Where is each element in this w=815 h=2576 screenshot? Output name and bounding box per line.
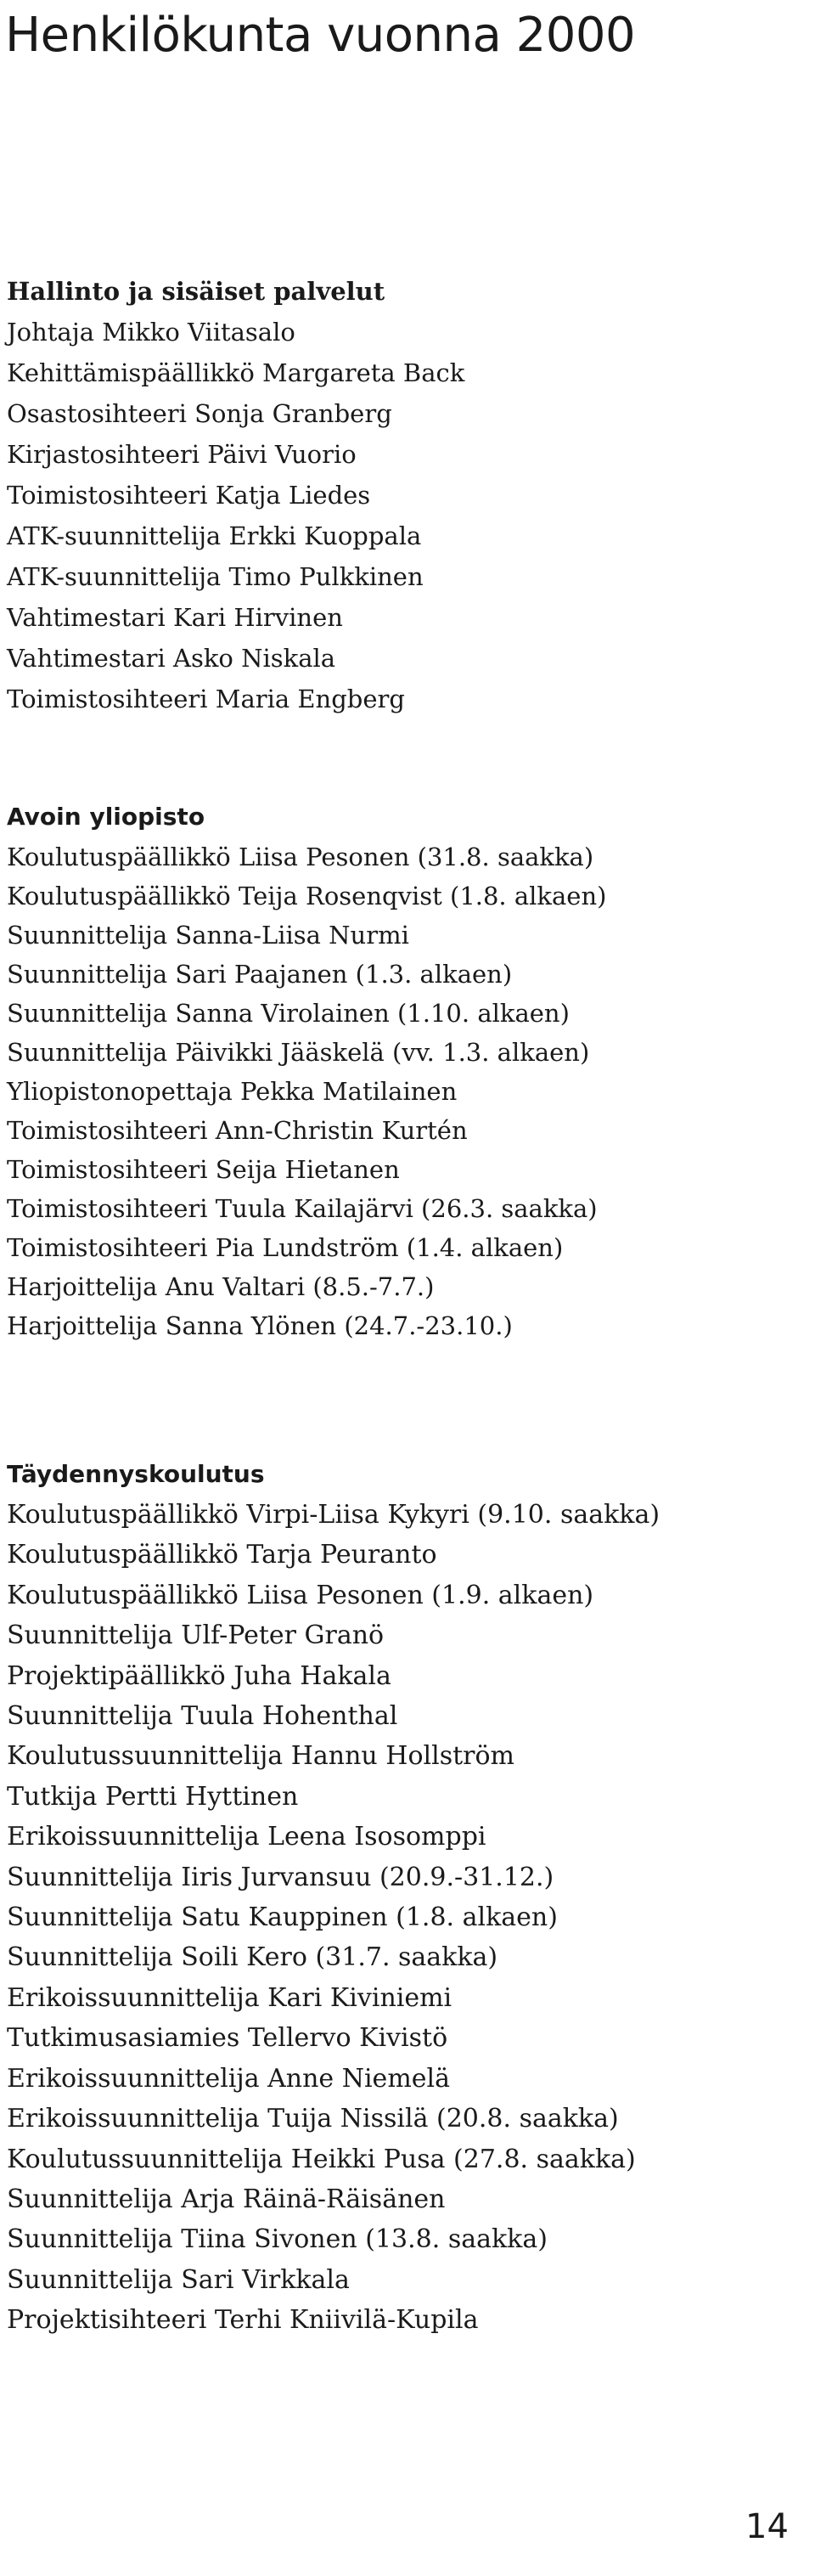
staff-entry: Suunnittelija Arja Räinä-Räisänen: [7, 2184, 446, 2214]
staff-entry: Osastosihteeri Sonja Granberg: [7, 399, 392, 428]
staff-entry: Toimistosihteeri Maria Engberg: [7, 685, 405, 713]
staff-entry: Suunnittelija Sari Virkkala: [7, 2264, 350, 2295]
staff-entry: Harjoittelija Sanna Ylönen (24.7.-23.10.): [7, 1311, 513, 1340]
staff-entry: Yliopistonopettaja Pekka Matilainen: [7, 1077, 458, 1106]
staff-entry: Tutkimusasiamies Tellervo Kivistö: [7, 2023, 448, 2054]
staff-entry: Erikoissuunnittelija Anne Niemelä: [7, 2063, 450, 2094]
staff-list: [7, 837, 606, 1345]
staff-entry: Toimistosihteeri Seija Hietanen: [7, 1155, 400, 1184]
staff-entry: Suunnittelija Iiris Jurvansuu (20.9.-31.12.): [7, 1862, 554, 1892]
staff-entry: Suunnittelija Sari Paajanen (1.3. alkaen): [7, 960, 513, 989]
staff-entry: Kirjastosihteeri Päivi Vuorio: [7, 440, 357, 469]
staff-entry: Koulutuspäällikkö Tarja Peuranto: [7, 1540, 437, 1570]
staff-entry: Kehittämispäällikkö Margareta Back: [7, 358, 465, 387]
staff-entry: Harjoittelija Anu Valtari (8.5.-7.7.): [7, 1272, 435, 1301]
staff-entry: Erikoissuunnittelija Leena Isosomppi: [7, 1822, 486, 1852]
staff-entry: Suunnittelija Sanna Virolainen (1.10. alkaen): [7, 999, 570, 1028]
staff-entry: Suunnittelija Tiina Sivonen (13.8. saakka): [7, 2224, 548, 2255]
section-avoin-yliopisto: [7, 797, 606, 1345]
staff-entry: Toimistosihteeri Ann-Christin Kurtén: [7, 1116, 468, 1145]
staff-entry: Suunnittelija Ulf-Peter Granö: [7, 1621, 385, 1651]
staff-entry: Projektisihteeri Terhi Kniivilä-Kupila: [7, 2305, 479, 2336]
staff-entry: ATK-suunnittelija Erkki Kuoppala: [7, 521, 422, 550]
staff-entry: Erikoissuunnittelija Kari Kiviniemi: [7, 1982, 452, 2013]
staff-entry: Koulutuspäällikkö Liisa Pesonen (31.8. saakka): [7, 843, 594, 871]
section-taydennyskoulutus: [7, 1454, 660, 2341]
staff-entry: ATK-suunnittelija Timo Pulkkinen: [7, 562, 424, 591]
staff-entry: Johtaja Mikko Viitasalo: [7, 318, 295, 347]
staff-list: [7, 1495, 660, 2341]
staff-entry: Tutkija Pertti Hyttinen: [7, 1781, 299, 1812]
page-title: Henkilökunta vuonna 2000: [5, 8, 636, 63]
staff-list: [7, 312, 464, 719]
staff-entry: Toimistosihteeri Pia Lundström (1.4. alkaen): [7, 1233, 564, 1262]
staff-entry: Suunnittelija Päivikki Jääskelä (vv. 1.3. alkaen): [7, 1038, 590, 1067]
staff-entry: Koulutuspäällikkö Liisa Pesonen (1.9. alkaen): [7, 1580, 594, 1610]
staff-entry: Koulutuspäällikkö Teija Rosenqvist (1.8. alkaen): [7, 882, 607, 910]
staff-entry: Suunnittelija Tuula Hohenthal: [7, 1701, 398, 1732]
staff-entry: Koulutussuunnittelija Hannu Hollström: [7, 1741, 514, 1772]
staff-entry: Toimistosihteeri Katja Liedes: [7, 481, 371, 510]
staff-entry: Toimistosihteeri Tuula Kailajärvi (26.3. saakka): [7, 1194, 598, 1223]
section-heading: Täydennyskoulutus: [7, 1460, 265, 1488]
section-hallinto: [7, 272, 464, 719]
staff-entry: Koulutussuunnittelija Heikki Pusa (27.8. saakka): [7, 2144, 636, 2174]
staff-entry: Vahtimestari Kari Hirvinen: [7, 603, 343, 632]
staff-entry: Koulutuspäällikkö Virpi-Liisa Kykyri (9.10. saakka): [7, 1500, 660, 1530]
staff-entry: Suunnittelija Satu Kauppinen (1.8. alkaen): [7, 1902, 558, 1933]
section-heading: Hallinto ja sisäiset palvelut: [7, 277, 385, 306]
staff-entry: Suunnittelija Soili Kero (31.7. saakka): [7, 1942, 498, 1973]
staff-entry: Erikoissuunnittelija Tuija Nissilä (20.8. saakka): [7, 2104, 619, 2134]
staff-entry: Projektipäällikkö Juha Hakala: [7, 1660, 391, 1691]
staff-entry: Suunnittelija Sanna-Liisa Nurmi: [7, 921, 409, 950]
page-number: 14: [745, 2507, 789, 2546]
staff-entry: Vahtimestari Asko Niskala: [7, 644, 336, 673]
section-heading: Avoin yliopisto: [7, 803, 205, 831]
